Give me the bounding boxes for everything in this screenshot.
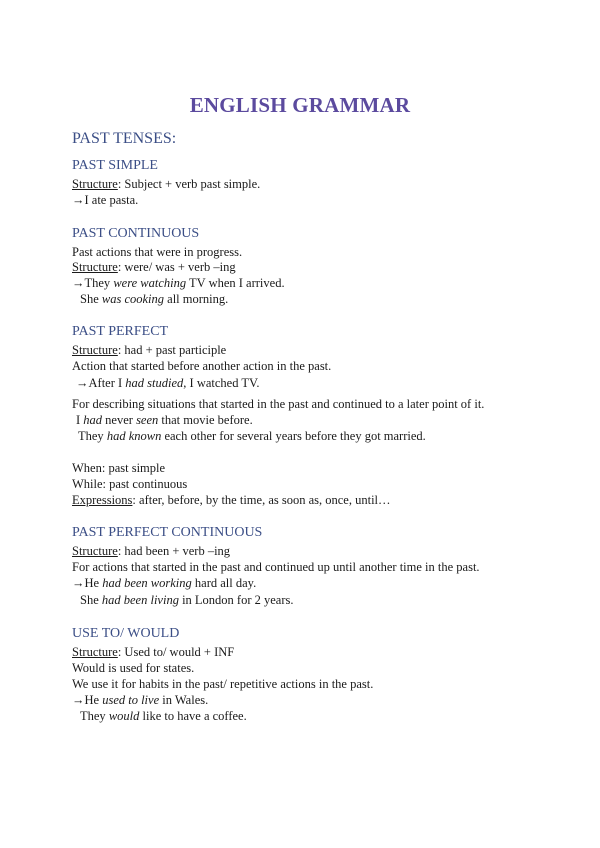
example-text: She [80,292,102,306]
example-text: He [84,693,103,707]
ppc-desc: For actions that started in the past and continued up until another time in the past. [72,560,480,574]
past-continuous-example-1 [72,275,285,291]
structure-text: : Used to/ would + INF [117,645,235,659]
example-text: in Wales. [159,693,209,707]
expressions-label: Expressions [72,493,133,507]
example-text: hard all day. [191,576,257,590]
past-perfect-structure [72,342,226,358]
example-verb: was cooking [101,292,165,306]
heading-used-to-would: USE TO/ WOULD [72,626,180,641]
example-text: She [80,593,102,607]
example-text: in London for 2 years. [178,593,294,607]
past-perfect-when: When: past simple [72,461,166,475]
ppc-example-2 [80,592,294,608]
structure-label: Structure [72,544,118,558]
example-text: like to have a coffee. [139,709,247,723]
expressions-text: : after, before, by the time, as soon as, once, until… [132,493,391,507]
heading-past-perfect-continuous: PAST PERFECT CONTINUOUS [72,525,263,540]
past-continuous-structure [72,259,236,275]
past-continuous-example-2 [80,291,228,307]
example-verb: had been living [101,593,179,607]
heading-past-simple: PAST SIMPLE [72,158,158,173]
past-perfect-desc-2: For describing situations that started in the past and continued to a later point of it. [72,397,485,411]
example-verb: would [108,709,140,723]
section-heading-past-tenses: PAST TENSES: [72,130,177,147]
ppc-example-1 [72,575,256,591]
example-verb: had known [106,429,162,443]
heading-past-continuous: PAST CONTINUOUS [72,226,200,241]
structure-label: Structure [72,260,118,274]
arrow-icon: → [72,276,85,290]
example-text: , I watched TV. [183,376,260,390]
past-perfect-example-2 [76,412,253,428]
example-text: TV when I arrived. [186,276,285,290]
example-text: They [84,276,114,290]
example-text: They [78,429,107,443]
used-to-desc-1: Would is used for states. [72,661,195,675]
page-title: ENGLISH GRAMMAR [189,93,411,117]
example-text: After I [88,376,126,390]
ppc-structure [72,543,230,559]
past-perfect-while: While: past continuous [72,477,188,491]
structure-label: Structure [72,177,118,191]
structure-label: Structure [72,343,118,357]
example-verb: had [83,413,103,427]
used-to-desc-2: We use it for habits in the past/ repetitive actions in the past. [72,677,374,691]
used-to-structure [72,644,234,660]
structure-label: Structure [72,645,118,659]
arrow-icon: → [72,576,85,590]
past-perfect-desc-1: Action that started before another action in the past. [72,359,332,373]
structure-text: : were/ was + verb –ing [117,260,236,274]
example-text: all morning. [164,292,229,306]
used-to-example-2 [80,708,247,724]
arrow-icon: → [72,193,85,207]
example-text: I [76,413,84,427]
structure-text: : had + past participle [117,343,227,357]
arrow-icon: → [76,376,89,390]
structure-text: : Subject + verb past simple. [117,177,261,191]
past-continuous-desc: Past actions that were in progress. [72,245,243,259]
past-perfect-example-1 [76,375,260,391]
heading-past-perfect: PAST PERFECT [72,324,169,339]
past-simple-example [72,192,138,208]
past-perfect-expressions [72,492,391,508]
example-text: that movie before. [158,413,253,427]
past-simple-structure [72,176,260,192]
example-text: They [80,709,109,723]
example-verb: seen [136,413,159,427]
example-text: He [84,576,103,590]
structure-text: : had been + verb –ing [117,544,231,558]
example-verb: used to live [102,693,160,707]
past-perfect-example-3 [78,428,426,444]
example-text: each other for several years before they got married. [161,429,426,443]
arrow-icon: → [72,693,85,707]
example-verb: had studied [125,376,184,390]
example-text: never [102,413,137,427]
used-to-example-1 [72,692,208,708]
example-verb: had been working [102,576,192,590]
example-verb: were watching [113,276,187,290]
example-text: I ate pasta. [84,193,139,207]
